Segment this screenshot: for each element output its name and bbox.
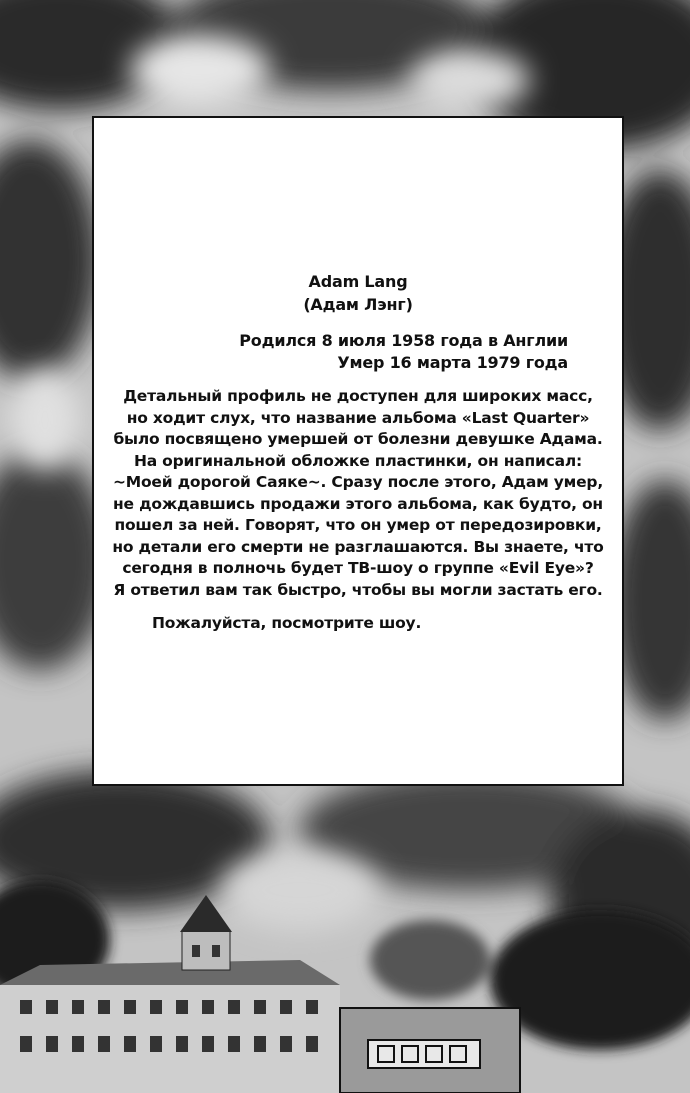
artist-name-russian: (Адам Лэнг): [303, 295, 413, 314]
text-line: ~Моей дорогой Саяке~. Сразу после этого, Адам умер,: [112, 473, 604, 491]
artist-name-block: [94, 270, 622, 316]
artist-name: Adam Lang: [308, 272, 408, 291]
text-line: На оригинальной обложке пластинки, он написал:: [133, 451, 583, 470]
profile-text: [94, 386, 622, 601]
life-dates: [239, 330, 568, 374]
text-line: сегодня в полночь будет ТВ-шоу о группе «Evil Eye»?: [122, 559, 594, 577]
birth-date: Родился 8 июля 1958 года в Англии: [239, 331, 568, 350]
closing-line: Пожалуйста, посмотрите шоу.: [152, 614, 422, 632]
text-line: но ходит слух, что название альбома «Last Quarter»: [126, 408, 590, 427]
school-gate-sign: [340, 1008, 520, 1093]
text-line: Я ответил вам так быстро, чтобы вы могли застать его.: [113, 580, 603, 599]
text-line: было посвящено умершей от болезни девушке Адама.: [113, 430, 603, 448]
text-line: но детали его смерти не разглашаются. Вы знаете, что: [112, 537, 604, 556]
text-panel: [92, 116, 624, 786]
text-line: Детальный профиль не доступен для широких масс,: [123, 387, 593, 405]
text-line: пошел за ней. Говорят, что он умер от передозировки,: [114, 516, 602, 534]
death-date: Умер 16 марта 1979 года: [337, 353, 568, 372]
text-line: не дождавшись продажи этого альбома, как будто, он: [113, 494, 603, 513]
